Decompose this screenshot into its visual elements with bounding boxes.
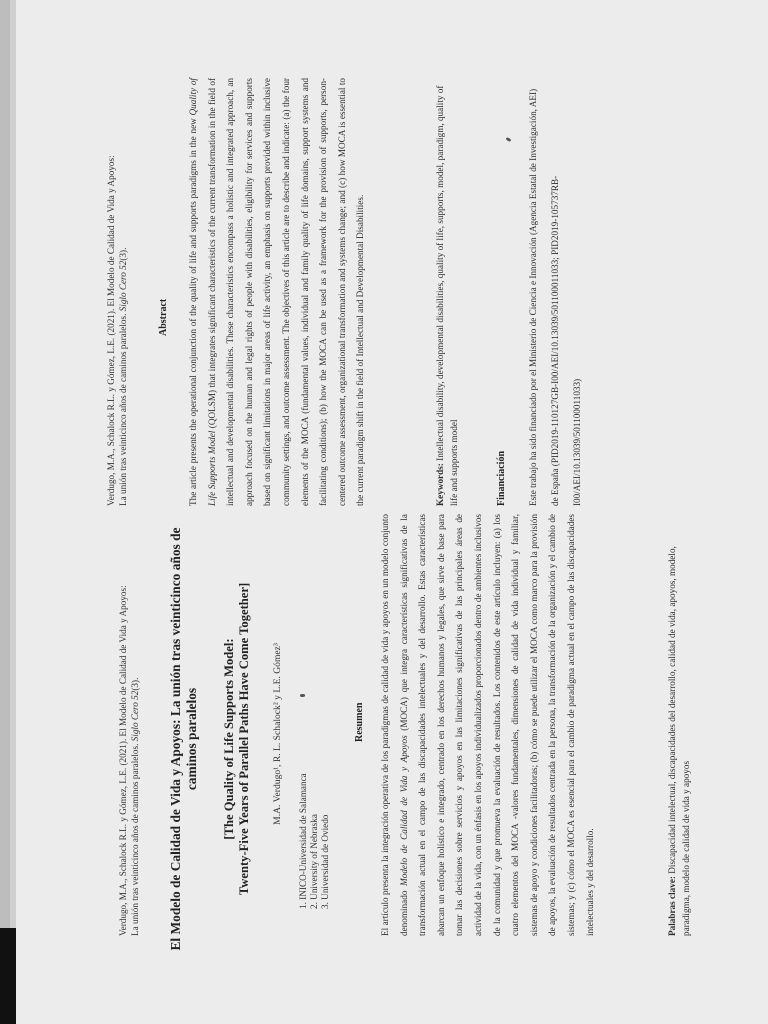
affiliation-item: 3. Universidad de Oviedo (320, 814, 330, 909)
scan-speck (300, 694, 305, 697)
rotated-page (16, 0, 768, 1024)
abstract-text-start: The article presents the operational conjunction of the quality of life and supports paradigms in the new (188, 115, 198, 506)
keywords-label: Keywords: (435, 463, 445, 506)
citation-line-2 (130, 516, 142, 936)
citation-journal: Siglo Cero 52 (129, 690, 140, 742)
citation-line-1: Verdugo, M.A., Schalock R.L. y Gómez, L.E. (2021). El Modelo de Calidad de Vida y Apoyos: (118, 585, 128, 936)
abstract-text-rest: (QOLSM) that integrates significant characteristics of the current transformation in the field of intellectual and developmental disabilities. These characteristics encompass a holistic and integrated approach, an approach focused on the human and legal rights of people with disabilities, eligibility for services and supports based on significant limitations in major areas of life activity, an emphasis on supports provided within inclusive community settings, and outcome assessment. The objectives of this article are to describe and indicate: (a) the four elements of the MOCA (fundamental values, individual and family quality of life domains, support systems and facilitating conditions); (b) how the MOCA can be used as a framework for the provision of supports, person-centered outcome assessment, organizational transformation and systems change; and (c) how MOCA is essential to the current paradigm shift in the field of Intellectual and Developmental Disabilities. (206, 77, 366, 506)
affiliations-list (298, 773, 331, 909)
abstract-heading: Abstract (158, 298, 169, 336)
resumen-body (376, 514, 599, 936)
resumen-text-start: El artículo presenta la integración operativa de los paradigmas de calidad de vida y apoyos en un modelo conjunto denominado (380, 514, 409, 936)
affiliation-item: 2. University of Nebraska (309, 814, 319, 909)
citation-journal: Siglo Cero 52 (117, 260, 128, 312)
keywords-text: Discapacidad intelectual, discapacidades del desarrollo, calidad de vida, apoyos, modelo, paradigma, modelo de calidad de vida y apoyos (667, 546, 691, 936)
abstract-body (184, 78, 370, 506)
english-column (16, 0, 768, 512)
citation-issue: (3). (129, 677, 140, 691)
funding-text: Este trabajo ha sido financiado por el Ministerio de Ciencia e Innovación (Agencia Estatal de Investigación, AEI) de España (PID2019-110127GB-I00/AEI/10.13039/501100011033; PID2019-105737RB-I00/AEI/10.13039/501100011033) (528, 88, 582, 506)
citation-line-2 (118, 86, 130, 506)
citation-line-1: Verdugo, M.A., Schalock R.L. y Gómez, L.E. (2021). El Modelo de Calidad de Vida y Apoyos: (106, 155, 116, 506)
palabras-clave (666, 514, 693, 936)
model-name: Modelo de Calidad de Vida y Apoyos (398, 735, 409, 886)
citation-text: La unión tras veinticinco años de caminos paralelos. (117, 311, 128, 506)
spanish-column (16, 512, 768, 1024)
citation-text: La unión tras veinticinco años de caminos paralelos. (129, 741, 140, 936)
citation-issue: (3). (117, 247, 128, 261)
model-name: Quality of Life Supports Model (188, 78, 217, 506)
affiliation-item: 1. INICO-Universidad de Salamanca (298, 773, 308, 909)
keywords-text: Intellectual disability, developmental disabilities, quality of life, supports, model, paradigm, quality of life and supports model (435, 85, 459, 506)
article-title-spanish: El Modelo de Calidad de Vida y Apoyos: La unión tras veinticinco años de caminos paralelos (168, 527, 199, 951)
scan-corner-shadow (0, 928, 16, 1024)
keywords (434, 78, 461, 506)
authors: M.A. Verdugo¹, R. L. Schalock² y L.E. Gómez³ (272, 643, 283, 825)
resumen-text-rest: (MOCA) que integra características significativas de la transformación actual en el campo de las discapacidades intelectuales y del desarrollo. Estas características abarcan un enfoque holístico e integrado, centrado en los derechos humanos y legales, que sirve de base para tomar las decisiones sobre servicios y apoyos en las limitaciones significativas de las principales áreas de actividad de la vida, con un énfasis en los apoyos individualizados proporcionados dentro de ambientes inclusivos de la comunidad y que promueva la evaluación de resultados. Los contenidos de este artículo incluyen: (a) los cuatro elementos del MOCA -valores fundamentales, dimensiones de calidad de vida individual y familiar, sistemas de apoyo y condiciones facilitadoras; (b) cómo se puede utilizar el MOCA como marco para la provisión de apoyos, la evaluación de resultados centrada en la persona, la transformación de la organización y el cambio de sistemas; y (c) cómo el MOCA es esencial para el cambio de paradigma actual en el campo de las discapacidades intelectuales y del desarrollo. (398, 514, 595, 936)
resumen-heading: Resumen (354, 702, 365, 742)
article-title-english (222, 514, 252, 964)
scan-edge (0, 0, 10, 1024)
scanned-sheet (16, 0, 768, 1024)
funding-heading: Financiación (496, 450, 507, 506)
citation-english (106, 86, 129, 506)
citation-spanish (118, 516, 141, 936)
subtitle-line-2: Twenty-Five Years of Parallel Paths Have Come Together] (237, 582, 251, 896)
keywords-label: Palabras clave: (667, 876, 677, 936)
subtitle-line-1: [The Quality of Life Supports Model: (222, 638, 236, 840)
